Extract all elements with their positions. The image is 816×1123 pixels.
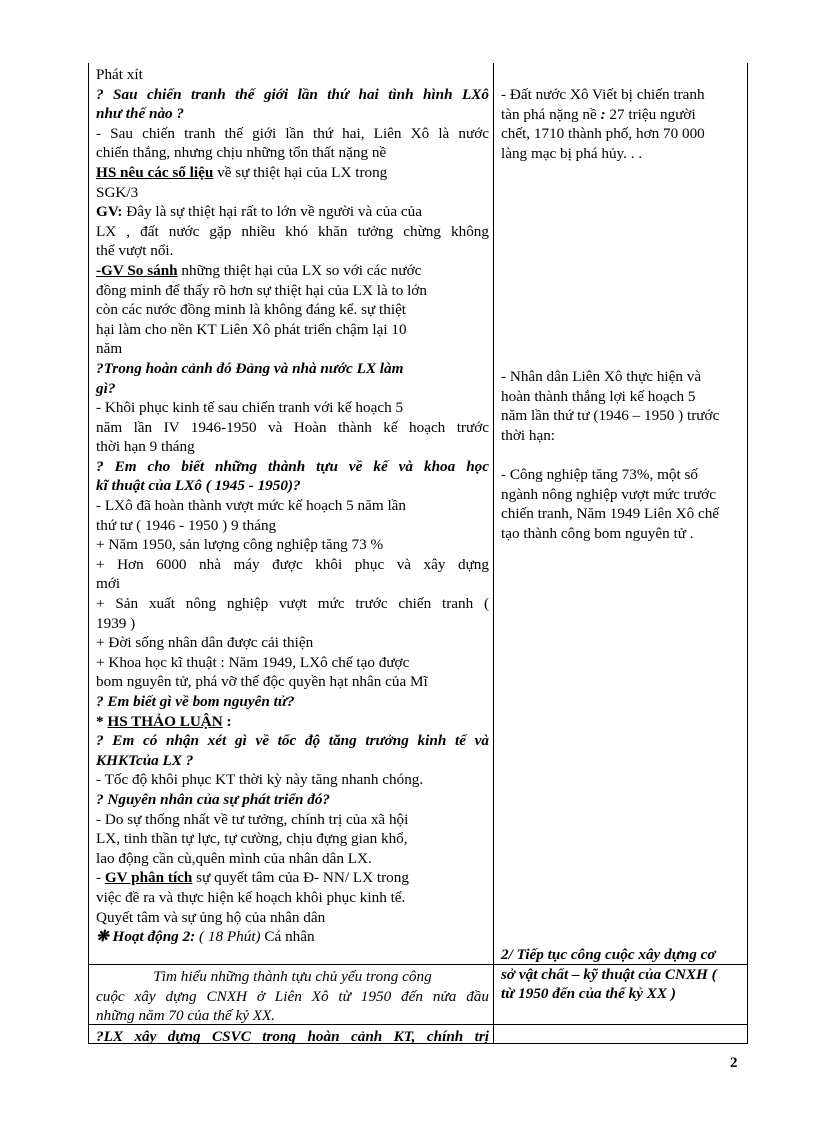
note-line: tạo thành công bom nguyên tử . — [501, 524, 694, 542]
question-line: ? Em cho biết những thành tựu về kế và khoa học — [96, 457, 489, 475]
text-line: thứ tư ( 1946 - 1950 ) 9 tháng — [96, 516, 277, 534]
text-line: + Sản xuất nông nghiệp vượt mức trước chiến tranh ( — [96, 595, 489, 613]
question-line: ? Sau chiến tranh thế giới lần thứ hai tình hình LXô — [96, 85, 489, 103]
text-line: đồng minh để thấy rõ hơn sự thiệt hại của LX là to lớn — [96, 281, 427, 299]
text-line: LX , đất nước gặp nhiều khó khăn tưởng chừng không — [96, 222, 489, 240]
text-line: bom nguyên tử, phá vỡ thế độc quyền hạt nhân của Mĩ — [96, 673, 428, 691]
text-line: thời hạn 9 tháng — [96, 438, 195, 456]
text-line: 1939 ) — [96, 614, 136, 632]
text-line: năm — [96, 340, 123, 358]
text-line: Phát xít — [96, 66, 143, 83]
activity-heading — [96, 927, 489, 947]
text-line: + Khoa học kĩ thuật : Năm 1949, LXô chế tạo được — [96, 653, 410, 671]
text-line: - LXô đã hoàn thành vượt mức kế hoạch 5 năm lần — [96, 497, 407, 515]
text-span: Đây là sự thiệt hại rất to lớn về người và của của — [122, 203, 422, 221]
section-heading-2 — [501, 945, 743, 1004]
question-line: ? Em có nhận xét gì về tốc độ tăng trưởng kinh tế và — [96, 732, 489, 750]
gv-compare-label: -GV So sánh — [96, 261, 178, 279]
text-span: về sự thiệt hại của LX trong — [213, 163, 388, 181]
note-line: thời hạn: — [501, 426, 556, 444]
text-line: chiến thắng, nhưng chịu những tổn thất nặng nề — [96, 144, 387, 162]
activity-description — [96, 967, 489, 1026]
right-column-notes-1 — [501, 85, 743, 163]
text-line: Quyết tâm và sự ủng hộ của nhân dân — [96, 908, 326, 926]
text-line: cuộc xây dựng CNXH ở Liên Xô từ 1950 đến nửa đầu — [96, 987, 489, 1005]
text-line — [96, 202, 489, 222]
text-line: còn các nước đồng minh là không đáng kể. sự thiệt — [96, 301, 407, 319]
text-line: hại làm cho nền KT Liên Xô phát triển chậm lại 10 — [96, 320, 407, 338]
text-line — [96, 163, 489, 183]
text-span: sự quyết tâm của Đ- NN/ LX trong — [192, 869, 409, 887]
question-line: KHKTcủa LX ? — [96, 751, 194, 769]
text-line: - Khôi phục kinh tế sau chiến tranh với kế hoạch 5 — [96, 399, 404, 417]
gv-label: GV: — [96, 203, 123, 221]
text-line: + Đời sống nhân dân được cải thiện — [96, 634, 314, 652]
lesson-table — [88, 63, 748, 1044]
text-line: lao động cần cù,quên mình của nhân dân LX. — [96, 849, 372, 867]
text-span: : — [222, 712, 232, 730]
text-line: LX, tinh thần tự lực, tự cường, chịu đựng gian khổ, — [96, 830, 408, 848]
text-span: : — [600, 105, 606, 123]
text-span: những thiệt hại của LX so với các nước — [177, 261, 422, 279]
text-line: + Năm 1950, sản lượng công nghiệp tăng 73 % — [96, 536, 384, 554]
text-span: 27 triệu người — [605, 105, 696, 123]
text-line: năm lần IV 1946-1950 và Hoàn thành kế hoạch trước — [96, 418, 489, 436]
text-line: - Sau chiến tranh thế giới lần thứ hai, Liên Xô là nước — [96, 124, 489, 142]
text-line: - Do sự thống nhất về tư tưởng, chính trị của xã hội — [96, 810, 409, 828]
gv-analysis-label: GV phân tích — [104, 869, 193, 887]
question-line: kĩ thuật của LXô ( 1945 - 1950)? — [96, 477, 301, 495]
note-line: - Công nghiệp tăng 73%, một số — [501, 466, 698, 483]
column-divider — [493, 63, 494, 1043]
text-line: những năm 70 của thế kỷ XX. — [96, 1007, 276, 1025]
question-line: ? Nguyên nhân của sự phát triển đó? — [96, 790, 331, 808]
note-line: hoàn thành thắng lợi kế hoạch 5 — [501, 387, 696, 405]
note-line: năm lần thứ tư (1946 – 1950 ) trước — [501, 407, 720, 425]
text-line: - Tốc độ khôi phục KT thời kỳ này tăng nhanh chóng. — [96, 771, 424, 789]
right-column-notes-3 — [501, 465, 743, 543]
text-line — [96, 261, 489, 281]
text-line: mới — [96, 575, 121, 593]
heading-line: từ 1950 đến của thế kỷ XX ) — [501, 985, 676, 1003]
note-line: chết, 1710 thành phố, hơn 70 000 — [501, 125, 705, 143]
heading-line: 2/ Tiếp tục công cuộc xây dựng cơ — [501, 946, 716, 963]
text-span: tàn phá nặng nề — [501, 105, 601, 123]
question-line: ?LX xây dựng CSVC trong hoàn cảnh KT, chính trị — [96, 1028, 489, 1045]
text-line — [96, 868, 489, 888]
final-question-row — [96, 1027, 489, 1047]
note-line: chiến tranh, Năm 1949 Liên Xô chế — [501, 505, 720, 523]
note-line: làng mạc bị phá hủy. . . — [501, 144, 643, 162]
text-span: - — [96, 869, 105, 887]
text-line: việc đề ra và thực hiện kế hoạch khôi phục kinh tế. — [96, 888, 406, 906]
question-line: ?Trong hoàn cảnh đó Đảng và nhà nước LX làm — [96, 359, 404, 377]
question-line: gì? — [96, 379, 116, 397]
hs-discussion-label: HS THẢO LUẬN — [107, 712, 223, 730]
question-line: như thế nào ? — [96, 105, 185, 123]
activity-duration: ( 18 Phút) — [199, 928, 261, 946]
note-line: - Đất nước Xô Viết bị chiến tranh — [501, 86, 705, 103]
text-line: thể vượt nổi. — [96, 242, 174, 260]
activity-title: ❋ Hoạt động 2: — [96, 928, 200, 946]
text-line — [96, 712, 489, 732]
bullet: * — [96, 712, 108, 730]
page-number: 2 — [730, 1055, 738, 1071]
text-line: + Hơn 6000 nhà máy được khôi phục và xây dựng — [96, 555, 489, 573]
note-line: ngành nông nghiệp vượt mức trước — [501, 485, 716, 503]
hs-label: HS nêu các số liệu — [96, 163, 214, 181]
text-line: SGK/3 — [96, 183, 139, 201]
left-column-teaching — [96, 65, 489, 947]
note-line — [501, 105, 743, 125]
activity-mode: Cá nhân — [260, 928, 315, 946]
text-line: Tìm hiểu những thành tựu chủ yếu trong công — [153, 968, 432, 985]
right-column-notes-2 — [501, 367, 743, 445]
note-line: - Nhân dân Liên Xô thực hiện và — [501, 368, 702, 385]
question-line: ? Em biết gì về bom nguyên tử? — [96, 693, 295, 710]
heading-line: sở vật chất – kỹ thuật của CNXH ( — [501, 965, 717, 983]
